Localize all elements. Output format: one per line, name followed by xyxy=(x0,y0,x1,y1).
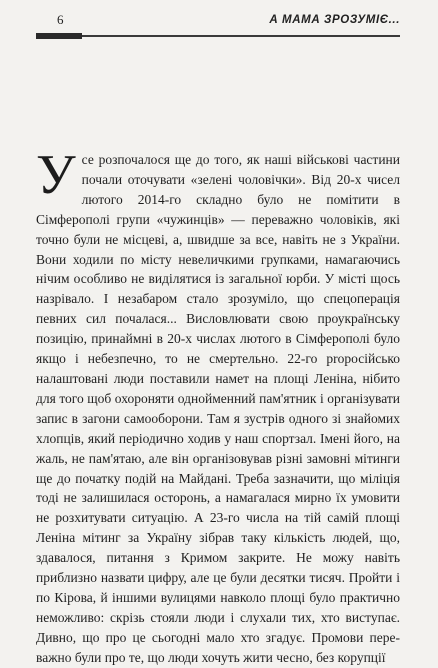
body-paragraph: се розпочалося ще до того, як наші військові частини почали оточувати «зелені чоловічки». Від 20-х чисел лютого 2014-го складно було не помітити в Сімферополі групи «чужинців» — переважно чоловіків, які точно були не місцеві, а, швидше за все, навіть не з України. Вони ходили по місту невеличкими групками, намагаючись нічим особливо не виділятися із загальної юрби. У місті щось назрівало. І незабаром стало зрозуміло, що спецоперація певних сил почалася... Висловлювати свою проукраїнську позицію, принаймні в 20-х числах лютого в Сімферополі було якщо і небезпечно, то не смертельно. 22-го proросійсько налаштовані люди поставили намет на площі Леніна, нібито для того щоб охороняти однойменний пам'ятник і організувати запис в загони самооборони. Там я зустрів одного зі знайомих хлопців, який періодично ходив у наш спортзал. Імені його, на жаль, не пам'ятаю, але він організовував різні замовні мітинги ще до початку подій на Майдані. Треба зазначити, що міліція тоді не залишилася осторонь, а намагалася мирно їх умовити не розхитувати ситуацію. А 23-го числа на тій самій площі Леніна мітинг за Україну зібрав таку кількість людей, що, здавалося, питання з Кримом закрите. Не можу навіть приблизно назвати цифру, але це були десятки тисяч. Пройти і по Кірова, й іншими вулицями навколо площі було практично неможливо: скрізь стояли люди і слухали тих, хто виступає. Дивно, що про це сьогодні мало хто згадує. Промови переважно були про те, що люди хочуть жити чесно, без корупції xyxy=(36,152,400,665)
chapter-body xyxy=(36,144,400,668)
header-rule-accent xyxy=(36,33,82,39)
page-number: 6 xyxy=(57,12,64,27)
drop-cap: У xyxy=(36,144,76,206)
running-header-title: А МАМА ЗРОЗУМІЄ... xyxy=(269,14,400,26)
header-rule xyxy=(36,35,400,37)
